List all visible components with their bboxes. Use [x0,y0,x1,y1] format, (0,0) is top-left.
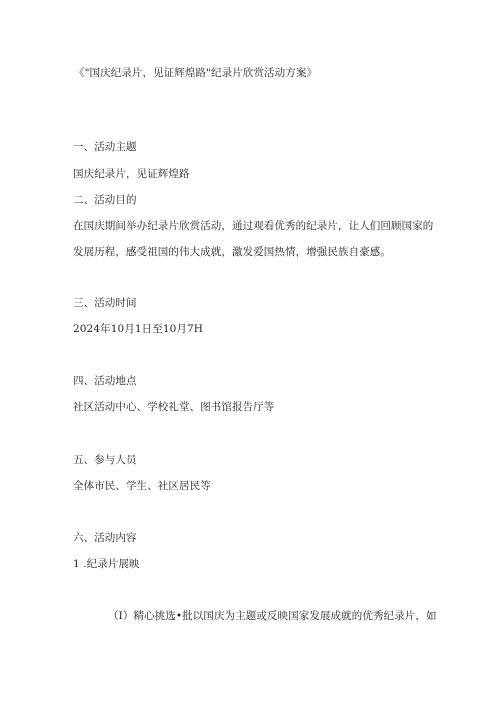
section-heading-location: 四、活动地点 [73,375,137,387]
section-body-theme: 国庆纪录片，见证辉煌路 [73,168,190,180]
section-heading-participants: 五、参与人员 [73,454,137,466]
section-heading-content: 六、活动内容 [73,532,137,544]
section-body-purpose-line2: 发展历程，感受祖国的伟大成就，激发爱国热情，增强民族自豪感。 [73,246,391,258]
section-body-time: 2024年10月1日至10月7H [73,323,204,335]
section-body-location: 社区活动中心、学校礼堂、图书馆报告厅等 [73,401,275,413]
subheading-documentary-screening: 1 .纪录片展映 [73,558,140,570]
document-title: 《"国庆纪录片，见证辉煌路"纪录片欣赏活动方案》 [74,67,318,79]
section-body-purpose-line1: 在国庆期间举办纪录片欣赏活动，通过观看优秀的纪录片，让人们回顾国家的 [73,220,434,232]
item-line-selection: （I）精心挑选•批以国庆为主题或反映国家发展成就的优秀纪录片，如 [108,610,437,622]
section-heading-time: 三、活动时间 [73,297,137,309]
section-heading-theme: 一、活动主题 [73,141,137,153]
section-heading-purpose: 二、活动目的 [73,194,137,206]
section-body-participants: 全体市民、学生、社区居民等 [73,480,211,492]
